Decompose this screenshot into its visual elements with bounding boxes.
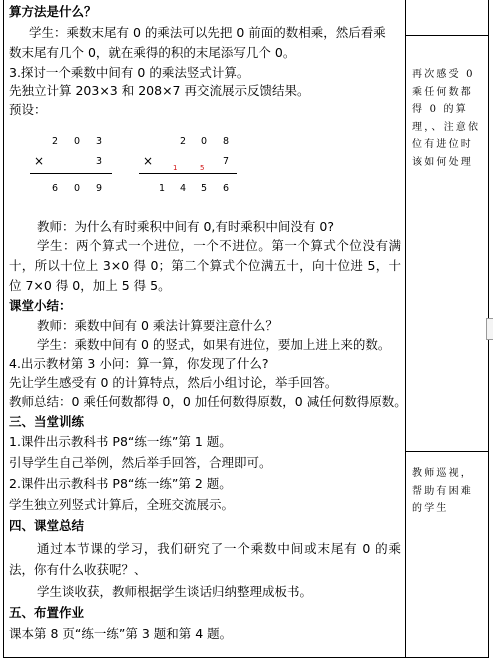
- line-exercise-2: 2.课件出示教科书 P8“练一练”第 2 题。: [9, 476, 232, 491]
- line-preset: 预设：: [9, 102, 47, 117]
- line-teacher-summary: 教师总结：0 乘任何数都得 0，0 加任何数得原数，0 减任何数得原数。: [9, 394, 407, 409]
- heading-homework: 五、布置作业: [9, 605, 85, 620]
- calc2-carry-digit: 1: [173, 164, 178, 172]
- line-task: 先独立计算 203×3 和 208×7 再交流展示反馈结果。: [9, 83, 310, 98]
- calc2-times-sign: ×: [143, 154, 154, 168]
- heading-practice: 三、当堂训练: [9, 414, 85, 429]
- calc1-multiplier: 3: [96, 156, 103, 167]
- right-cell-divider-bottom: [405, 451, 489, 452]
- line-teacher-question: 教师：为什么有时乘积中间有 0,有时乘积中间没有 0?: [37, 219, 334, 234]
- line-step-3: 3.探讨一个乘数中间有 0 的乘法竖式计算。: [9, 65, 250, 80]
- calc2-result-digit: 1: [159, 183, 166, 194]
- calc2-carry-digit: 5: [200, 164, 205, 172]
- heading-class-summary: 四、课堂总结: [9, 518, 85, 533]
- calc2-multiplier: 7: [223, 156, 230, 167]
- side-collapse-handle[interactable]: [486, 318, 493, 340]
- right-cell-divider-top: [405, 35, 489, 36]
- line-step-4: 4.出示教材第 3 小问：算一算，你发现了什么?: [9, 356, 269, 371]
- line-student-answer-2: 数末尾有几个 0，就在乘得的积的末尾添写几个 0。: [9, 45, 296, 60]
- line-student-answer-1: 学生：乘数末尾有 0 的乘法可以先把 0 前面的数相乘，然后看乘: [29, 25, 386, 40]
- line-student-answer-3: 学生：乘数中间有 0 的竖式，如果有进位，要加上进上来的数。: [37, 337, 391, 352]
- calc2-digit: 8: [223, 136, 230, 147]
- section-summary-label: 课堂小结：: [9, 298, 72, 313]
- column-divider: [405, 0, 406, 658]
- calc2-result-digit: 6: [223, 183, 230, 194]
- calc2-rule: [139, 173, 237, 174]
- line-class-summary: 通过本节课的学习，我们研究了一个乘数中间或末尾有 0 的乘法，你有什么收获呢？、: [9, 541, 401, 577]
- line-homework: 课本第 8 页“练一练”第 3 题和第 4 题。: [9, 626, 233, 641]
- calc1-result-digit: 0: [74, 183, 81, 194]
- calc1-times-sign: ×: [34, 154, 45, 168]
- calc2-digit: 2: [180, 136, 187, 147]
- side-note-1: 再次感受 0 乘任何数都得 0 的算理，、注意依位有进位时该如何处理: [412, 69, 481, 168]
- calc1-result-digit: 6: [52, 183, 59, 194]
- line-exercise-1-guide: 引导学生自己举例，然后举手回答，合理即可。: [9, 455, 272, 470]
- calc2-result-digit: 4: [180, 183, 187, 194]
- calc1-digit: 0: [74, 136, 81, 147]
- calc1-digit: 3: [96, 136, 103, 147]
- side-note-2: 教师巡视，帮助有困难的学生: [412, 468, 473, 514]
- line-group-discussion: 先让学生感受有 0 的计算特点，然后小组讨论，举手回答。: [9, 375, 338, 390]
- line-student-explanation: 学生：两个算式一个进位，一个不进位。第一个算式个位没有满十，所以十位上 3×0 得 0；第二个算式个位满五十，向十位进 5，十位 7×0 得 0，加上 5 得 5。: [9, 238, 401, 293]
- line-question: 算方法是什么？: [9, 4, 97, 19]
- calc1-result-digit: 9: [96, 183, 103, 194]
- line-exercise-1: 1.课件出示教科书 P8“练一练”第 1 题。: [9, 434, 232, 449]
- line-harvest: 学生谈收获，教师根据学生谈话归纳整理成板书。: [37, 584, 313, 599]
- calc2-digit: 0: [201, 136, 208, 147]
- calc2-result-digit: 5: [201, 183, 208, 194]
- calc1-digit: 2: [52, 136, 59, 147]
- calc1-rule: [30, 173, 112, 174]
- line-teacher-question-2: 教师：乘数中间有 0 乘法计算要注意什么？: [37, 318, 278, 333]
- line-exercise-2-guide: 学生独立列竖式计算后，全班交流展示。: [9, 497, 235, 512]
